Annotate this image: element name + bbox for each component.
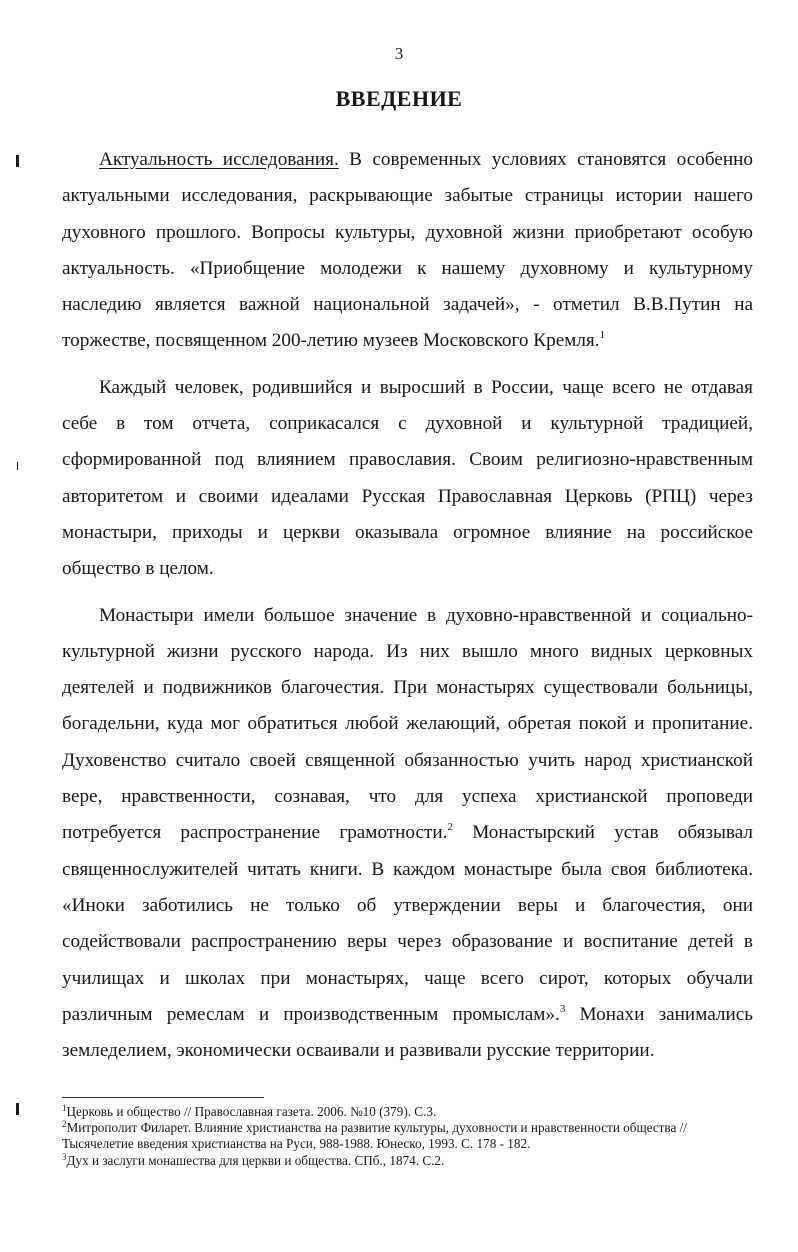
scan-mark	[17, 462, 18, 470]
footnote-number: 1	[62, 1103, 67, 1113]
paragraph-relevance	[62, 142, 753, 360]
paragraph-monasteries	[62, 598, 753, 1070]
footnote-separator	[62, 1097, 264, 1098]
paragraph-tradition	[62, 370, 753, 588]
scan-mark	[16, 1103, 19, 1115]
paragraph-text: В современных условиях становятся особенно актуальными исследования, раскрывающие забытые страницы истории нашего духовного прошлого. Вопросы культуры, духовной жизни приобретают особую актуальность. «Приобщение молодежи к нашему духовному и культурному наследию является важной национальной задачей», - отметил В.В.Путин на торжестве, посвященном 200-летию музеев Московского Кремля.	[62, 149, 753, 352]
footnote-text: Митрополит Филарет. Влияние христианства на развитие культуры, духовности и нравственности общества // Тысячелетие введения христианства на Руси, 988-1988. Юнеско, 1993. С. 178 - 182.	[62, 1120, 687, 1152]
footnote-number: 2	[62, 1119, 67, 1130]
footnote-ref: 2	[447, 821, 453, 834]
scan-mark	[16, 155, 19, 167]
paragraph-text: Монастырский устав обязывал священнослужителей читать книги. В каждом монастыре была своя библиотека. «Иноки заботились не только об утверждении веры и благочестия, они содействовали распространению веры через образование и воспитание детей в училищах и школах при монастырях, чаще всего сирот, которых обучали различным ремеслам и производственным промыслам».	[62, 822, 753, 1025]
footnotes	[62, 1104, 757, 1169]
paragraph-text: Каждый человек, родившийся и выросший в России, чаще всего не отдавая себе в том отчета, соприкасался с духовной и культурной традицией, сформированной под влиянием православия. Своим религиозно-нравственным авторитетом и своими идеалами Русская Православная Церковь (РПЦ) через монастыри, приходы и церкви оказывала огромное влияние на российское общество в целом.	[62, 376, 753, 580]
main-text	[62, 142, 753, 1069]
footnote-text: Церковь и общество // Православная газета. 2006. №10 (379). С.3.	[66, 1104, 437, 1119]
footnote-2	[62, 1120, 757, 1152]
footnote-ref: 1	[599, 329, 606, 342]
paragraph-text: Монахи занимались земледелием, экономически осваивали и развивали русские территории.	[62, 1003, 754, 1062]
page-title: ВВЕДЕНИЕ	[335, 86, 463, 111]
footnote-ref: 3	[559, 1002, 566, 1015]
page-number: 3	[394, 44, 404, 63]
footnote-text: Дух и заслуги монашества для церкви и общества. СПб., 1874. С.2.	[66, 1152, 445, 1168]
paragraph-text: Монастыри имели большое значение в духовно-нравственной и социально-культурной жизни русского народа. Из них вышло много видных церковных деятелей и подвижников благочестия. При монастырях существовали больницы, богадельни, куда мог обратиться любой желающий, обретая покой и пропитание. Духовенство считало своей священной обязанностью учить народ христианской вере, нравственности, сознавая, что для успеха христианской проповеди потребуется распространение грамотности.	[62, 604, 753, 844]
footnote-3	[62, 1153, 757, 1169]
footnote-1	[62, 1104, 757, 1120]
relevance-heading: Актуальность исследования.	[99, 149, 339, 170]
footnote-number: 3	[62, 1151, 67, 1162]
